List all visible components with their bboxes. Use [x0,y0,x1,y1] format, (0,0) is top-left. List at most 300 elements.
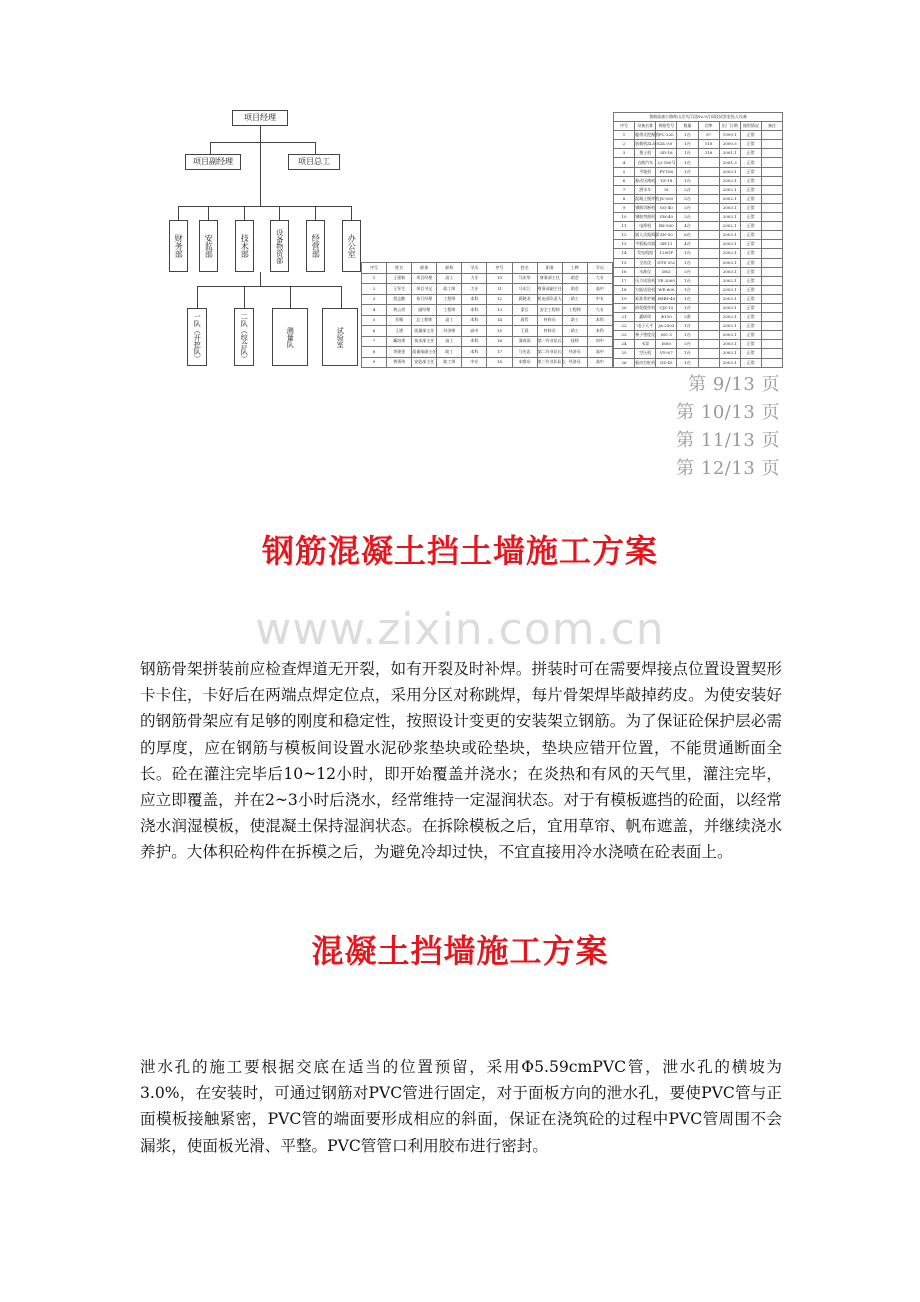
table-cell: 安监部主任 [412,357,437,368]
table-cell: IS80 [656,340,677,349]
table-header-cell: 姓名 [387,263,412,274]
table-cell: 推土机 [635,149,656,158]
org-dept-operations: 经营部 [306,220,325,272]
table-cell: 1 [362,273,387,284]
table-cell: 空压机 [635,349,656,358]
table-cell: 19 [614,294,635,303]
table-cell: 正常 [740,149,761,158]
table-cell: 正常 [740,331,761,340]
table-header-cell: 使用情况 [740,122,761,131]
table-cell: 7 [362,336,387,347]
table-cell: 120GF [656,249,677,258]
table-cell: 2003.1 [719,322,740,331]
table-cell [761,358,782,367]
table-cell: 经济师 [437,326,462,337]
table-cell: 2台 [677,185,698,194]
table-cell: DS3 [656,267,677,276]
table-cell: 钢筋弯曲机 [635,213,656,222]
table-cell: ZN-50 [656,231,677,240]
equipment-title: 鲁朗高速公路梓山至鸟江段No.9合同段试验室投入设备 [614,113,783,122]
section-title-concrete-retaining-wall: 混凝土挡墙施工方案 [311,932,609,970]
table-cell: 万能试验机 [635,285,656,294]
table-cell: 2003.1 [719,203,740,212]
table-cell: 助工 [562,326,587,337]
table-cell: 第二作业队长 [537,347,562,358]
equipment-row [614,194,783,203]
table-cell: 经济员 [562,347,587,358]
table-cell: 22-180马 [656,158,677,167]
table-cell: 4 [614,158,635,167]
table-cell: 王军生 [387,284,412,295]
table-cell: NTS-352 [656,258,677,267]
table-cell: YZ-18 [656,176,677,185]
table-cell: 2套 [677,313,698,322]
table-cell: 22 [614,322,635,331]
table-cell: 助工 [437,347,462,358]
table-cell [761,231,782,240]
table-cell: 118 [698,149,719,158]
table-cell: 项目经理 [412,273,437,284]
table-cell: 1台 [677,303,698,312]
table-cell: 2台 [677,203,698,212]
table-cell: 安全工程师 [537,305,562,316]
org-dept-safety: 安监部 [199,220,218,272]
table-cell: 第三作业队队长 [537,357,562,368]
table-cell: 14 [614,249,635,258]
table-cell: 中专 [587,294,612,305]
table-cell: 10 [487,273,512,284]
org-team-lab: 试验室 [322,308,358,366]
table-cell: YE-2000 [656,276,677,285]
table-cell: 助工师 [437,357,462,368]
table-cell: 正常 [740,276,761,285]
watermark: www.zixin.com.cn [255,604,665,655]
table-cell: 11 [487,284,512,295]
table-cell: 24 [614,340,635,349]
table-cell: 全站仪 [635,258,656,267]
table-cell: 16 [614,267,635,276]
table-cell: 3 [614,149,635,158]
table-cell: 工程师 [562,305,587,316]
table-cell: 王谱 [387,326,412,337]
org-dept-equipment: 设备物资部 [270,220,289,272]
table-cell: 李建金 [387,347,412,358]
table-cell: 6台 [677,231,698,240]
table-cell: 13 [614,240,635,249]
table-cell: 2001.3 [719,158,740,167]
table-cell: 水准仪 [635,267,656,276]
table-cell: 17 [614,276,635,285]
table-cell: 洒水车 [635,185,656,194]
table-cell: 1台 [677,249,698,258]
table-cell [698,313,719,322]
table-cell: 蒙岳 [512,305,537,316]
table-cell: 12 [487,294,512,305]
table-cell: GQ-40 [656,203,677,212]
table-cell: 正常 [740,194,761,203]
table-cell: 本科 [462,315,487,326]
table-cell: 大专 [462,273,487,284]
table-cell [698,322,719,331]
equipment-row [614,240,783,249]
table-cell: 马先忠 [512,347,537,358]
table-cell: 1台 [677,176,698,185]
table-cell: 藏培勇 [387,336,412,347]
table-cell: 执行经理 [412,294,437,305]
table-cell: 王晨 [512,326,537,337]
table-cell: 2 [362,284,387,295]
table-cell [761,322,782,331]
table-cell: 工程师 [437,305,462,316]
table-cell: BX-500 [656,222,677,231]
table-cell: 12 [614,231,635,240]
table-cell [698,340,719,349]
table-cell: 正常 [740,349,761,358]
table-cell: 高工 [437,336,462,347]
table-cell [761,131,782,140]
staff-row [362,357,613,368]
table-cell: 13 [487,305,512,316]
table-cell: 装载机ZL50C [635,140,656,149]
table-cell: 钢筋切断机 [635,203,656,212]
table-cell [761,185,782,194]
table-cell [761,158,782,167]
table-cell: 2003.1 [719,349,740,358]
table-cell [698,222,719,231]
org-chart [160,108,370,370]
table-cell [761,213,782,222]
table-cell: 26 [614,358,635,367]
table-cell: 本科 [462,294,487,305]
table-cell: 助工 [562,294,587,305]
table-cell [761,194,782,203]
org-team-2: 二队（综合队） [234,308,254,366]
table-cell: 1台 [677,167,698,176]
table-header-cell: 设备名称 [635,122,656,131]
table-cell [761,176,782,185]
page-number-10: 第 10/13 页 [676,402,780,423]
table-cell: 高工 [437,315,462,326]
equipment-row [614,285,783,294]
table-cell: 18 [487,357,512,368]
table-cell: 正常 [740,340,761,349]
table-cell [761,267,782,276]
staff-row [362,273,613,284]
table-cell: 2003.1 [719,267,740,276]
table-cell: 助会 [562,273,587,284]
equipment-row [614,213,783,222]
table-cell: 正常 [740,231,761,240]
table-header-cell: 工种 [562,263,587,274]
table-header-cell: 学历 [587,263,612,274]
equipment-row [614,140,783,149]
table-header-cell: 职称 [437,263,462,274]
table-cell [761,249,782,258]
table-cell: Φ150 [656,313,677,322]
table-cell: 压力试验机 [635,276,656,285]
table-cell: 2003.1 [719,249,740,258]
table-cell: 正常 [740,158,761,167]
table-cell: VY-9/7 [656,349,677,358]
table-cell: 技师 [562,336,587,347]
table-cell: 正常 [740,167,761,176]
table-cell: ZB-11 [656,240,677,249]
table-cell: 2000.5 [719,140,740,149]
table-cell: 1台 [677,131,698,140]
table-cell: 砂浆搅拌机 [635,303,656,312]
table-cell: 高工 [437,273,462,284]
table-cell: 2003.1 [719,285,740,294]
table-cell: MC-3 [656,331,677,340]
table-cell: 97 [698,131,719,140]
table-cell: 质量部主任 [412,326,437,337]
table-cell: 2台 [677,194,698,203]
table-cell: 2003.1 [719,294,740,303]
table-cell: 2003.1 [719,213,740,222]
table-cell: 8 [614,194,635,203]
table-cell: 马庆华 [512,273,537,284]
table-cell [698,167,719,176]
org-box-chief-engineer: 项目总工 [288,154,340,170]
table-header-cell: 出厂日期 [719,122,740,131]
equipment-row [614,149,783,158]
staff-row [362,336,613,347]
table-cell: 2 [614,140,635,149]
table-cell: 总工程师 [412,315,437,326]
table-cell: 副经理 [412,305,437,316]
org-dept-office: 办公室 [342,220,361,272]
org-box-project-manager: 项目经理 [232,110,288,126]
table-cell: 1台 [677,322,698,331]
table-cell [698,185,719,194]
table-cell: 标准养护箱 [635,294,656,303]
table-cell: 正常 [740,267,761,276]
table-cell: 本科 [462,336,487,347]
table-cell: 11 [614,222,635,231]
table-header-cell: 数量 [677,122,698,131]
equipment-row [614,167,783,176]
table-cell [761,258,782,267]
table-cell [761,167,782,176]
table-cell: 正常 [740,322,761,331]
table-cell: 平板振动器 [635,240,656,249]
equipment-row [614,322,783,331]
table-cell: 2003.1 [719,303,740,312]
table-cell [698,294,719,303]
table-cell: UJZ-15 [656,303,677,312]
table-cell: 水泵 [635,340,656,349]
table-cell: ZL-50 [656,140,677,149]
table-cell: 4台 [677,240,698,249]
table-cell [698,349,719,358]
table-cell: 2003.1 [719,340,740,349]
table-cell: 17 [487,347,512,358]
table-cell: 2003.1 [719,358,740,367]
equipment-row [614,249,783,258]
table-cell: 宋维东 [512,357,537,368]
table-header-cell: 规格型号 [656,122,677,131]
table-cell: 正常 [740,249,761,258]
org-team-survey: 测量队 [272,308,308,366]
table-cell [761,294,782,303]
table-cell: 23 [614,331,635,340]
equipment-row [614,185,783,194]
table-cell: 10 [614,213,635,222]
section-body-rc-retaining-wall: 钢筋骨架拼装前应检查焊道无开裂，如有开裂及时补焊。拼装时可在需要焊接点位置设置契形卡卡住，卡好后在两端点焊定位点，采用分区对称跳焊，每片骨架焊毕敲掉药皮。为使安装好的钢筋骨架应有足够的刚度和稳定性，按照设计变更的安装架立钢筋。为了保证砼保护层必需的厚度，应在钢筋与模板间设置水泥砂浆垫块或砼垫块，垫块应错开位置，不能贯通断面全长。砼在灌注完毕后10~12小时，即开始覆盖并浇水；在炎热和有风的天气里，灌注完毕，应立即覆盖，并在2~3小时后浇水，经常维持一定湿润状态。对于有模板遮挡的砼面，以经常浇水润湿模板，使混凝土保持湿润状态。在拆除模板之后，宜用草帘、帆布遮盖，并继续浇水养护。大体积砼构件在拆模之后，为避免冷却过快，不宜直接用冷水浇喷在砼表面上。 [140,660,782,862]
table-cell: 项目书记 [412,284,437,295]
table-cell: 15 [614,258,635,267]
table-header-cell: 职务 [412,263,437,274]
table-cell: 正常 [740,303,761,312]
table-cell: 2003.1 [719,313,740,322]
table-cell: 2003.1 [719,258,740,267]
table-cell: 2002.1 [719,185,740,194]
table-cell [698,158,719,167]
table-cell: 2001.1 [719,149,740,158]
table-cell: 3 [362,294,387,305]
table-cell: 发电机组 [635,249,656,258]
table-cell: 灌砂筒 [635,313,656,322]
table-cell: 初中 [587,336,612,347]
table-cell: 本科 [587,315,612,326]
table-cell: JA-2003 [656,322,677,331]
equipment-row [614,158,783,167]
org-dept-technical: 技术部 [235,220,254,272]
table-cell: 振动打桩机 [635,358,656,367]
table-cell: 1台 [677,294,698,303]
table-cell [761,331,782,340]
org-dept-finance: 财务部 [169,220,188,272]
table-cell [761,349,782,358]
table-cell: 蒲春雨 [512,336,537,347]
equipment-row [614,203,783,212]
table-cell: 财务部副主任 [537,284,562,295]
table-cell: 2002.1 [719,222,740,231]
table-cell [761,285,782,294]
table-cell [761,303,782,312]
table-cell: SHBY-40 [656,294,677,303]
table-cell [761,240,782,249]
table-cell: 高中 [587,357,612,368]
table-cell: 政工师 [437,284,462,295]
org-team-1: 一队（开挖队） [187,308,207,366]
table-cell: 王建新 [387,273,412,284]
equipment-row [614,303,783,312]
table-cell: 电子天平 [635,322,656,331]
table-cell: 正常 [740,213,761,222]
page-number-9: 第 9/13 页 [688,374,780,395]
table-cell: 高中 [462,326,487,337]
table-cell [761,203,782,212]
table-cell: 本科 [462,347,487,358]
table-cell: 平地机 [635,167,656,176]
table-cell: GW-40 [656,213,677,222]
table-cell: 蒋哲 [512,315,537,326]
table-cell [698,213,719,222]
table-cell: 正常 [740,131,761,140]
equipment-row [614,231,783,240]
table-cell: 黄云贵 [387,305,412,316]
table-cell: 苏娜 [387,315,412,326]
table-cell: 5 [362,315,387,326]
staff-row [362,284,613,295]
table-cell [698,267,719,276]
table-cell: 4 [362,305,387,316]
table-cell: 混凝土搅拌机 [635,194,656,203]
equipment-row [614,222,783,231]
table-cell: 本科 [462,305,487,316]
table-cell: 振动压路机 [635,176,656,185]
section-title-rc-retaining-wall: 钢筋混凝土挡土墙施工方案 [261,532,658,570]
table-cell: 5 [614,167,635,176]
equipment-row [614,258,783,267]
table-cell: 2台 [677,213,698,222]
table-cell: 财务部主任 [537,273,562,284]
table-cell: 正常 [740,140,761,149]
table-cell: 蒋晓龙 [512,294,537,305]
table-cell: 大专 [587,273,612,284]
table-header-cell: 学历 [462,263,487,274]
page-number-11: 第 11/13 页 [676,430,780,451]
table-cell [698,249,719,258]
table-cell: 大专 [587,305,612,316]
table-cell: 核子密度仪 [635,331,656,340]
table-cell: 电焊机 [635,222,656,231]
table-cell: 1台 [677,331,698,340]
table-cell: 2003.1 [719,331,740,340]
table-cell: 高中 [587,284,612,295]
table-header-cell: 序号 [487,263,512,274]
table-cell: 9 [614,203,635,212]
table-cell: 机电部负责人 [537,294,562,305]
table-cell: 正常 [740,258,761,267]
staff-table [361,262,613,368]
table-cell: 21 [614,313,635,322]
table-cell: 正常 [740,240,761,249]
table-cell: 5t [656,185,677,194]
table-cell: 14 [487,315,512,326]
equipment-row [614,331,783,340]
table-header-row [614,122,783,131]
table-cell: 15 [487,326,512,337]
table-cell: 6 [362,326,387,337]
table-cell: 助会 [562,284,587,295]
table-cell: 1台 [677,258,698,267]
table-header-cell: 序号 [362,263,387,274]
equipment-row [614,131,783,140]
table-cell: 1台 [677,276,698,285]
equipment-table [613,112,783,368]
equipment-row [614,276,783,285]
staff-row [362,347,613,358]
table-cell: 自卸汽车 [635,158,656,167]
table-cell: 正常 [740,285,761,294]
table-cell: 1台 [677,358,698,367]
equipment-title-row [614,113,783,122]
table-cell: 中专 [462,357,487,368]
table-header-cell: 备注 [761,122,782,131]
table-cell [698,285,719,294]
table-cell [698,194,719,203]
table-header-cell: 功率 [698,122,719,131]
table-cell: 25 [614,349,635,358]
equipment-row [614,340,783,349]
staff-row [362,326,613,337]
table-cell: 2003.1 [719,231,740,240]
table-cell: 正常 [740,313,761,322]
table-cell: 2003.1 [719,176,740,185]
table-cell [698,303,719,312]
